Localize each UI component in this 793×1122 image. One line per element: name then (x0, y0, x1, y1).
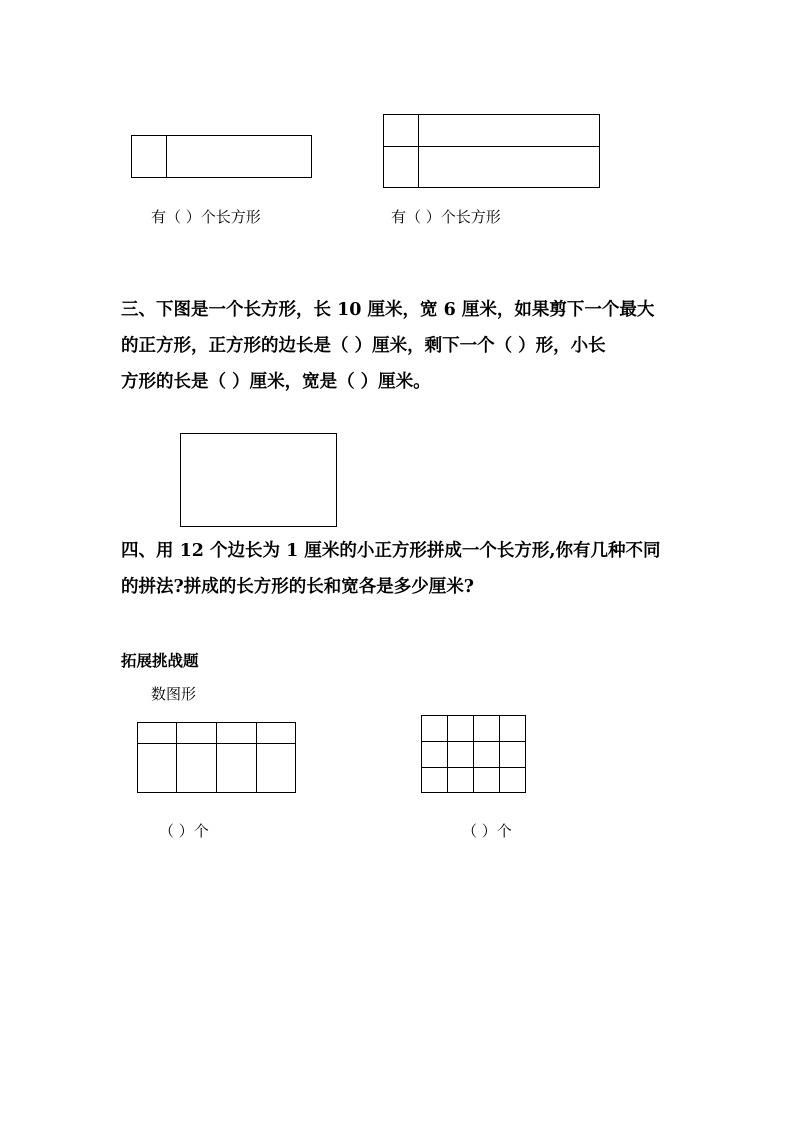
question-3 (121, 292, 681, 400)
extension-subtitle: 数图形 (151, 685, 197, 703)
question-3-line-2: 的正方形，正方形的边长是（ ）厘米，剩下一个（ ）形，小长 (121, 336, 606, 356)
extension-title: 拓展挑战题 (121, 652, 199, 670)
question-4-line-1: 四、用 12 个边长为 1 厘米的小正方形拼成一个长方形,你有几种不同 (121, 541, 661, 561)
figure-2-caption: 有（ ）个长方形 (391, 208, 501, 226)
question-4 (121, 533, 681, 605)
grid-1-caption: （ ）个 (159, 822, 209, 840)
question-4-line-2: 的拼法?拼成的长方形的长和宽各是多少厘米? (121, 577, 475, 597)
question-3-line-3: 方形的长是（ ）厘米，宽是（ ）厘米。 (121, 372, 431, 392)
question-3-line-1: 三、下图是一个长方形，长 10 厘米，宽 6 厘米，如果剪下一个最大 (121, 300, 655, 320)
figure-1-caption: 有（ ）个长方形 (151, 208, 261, 226)
figure-rectangle-3 (180, 433, 337, 527)
grid-2-caption: （ ）个 (462, 822, 512, 840)
